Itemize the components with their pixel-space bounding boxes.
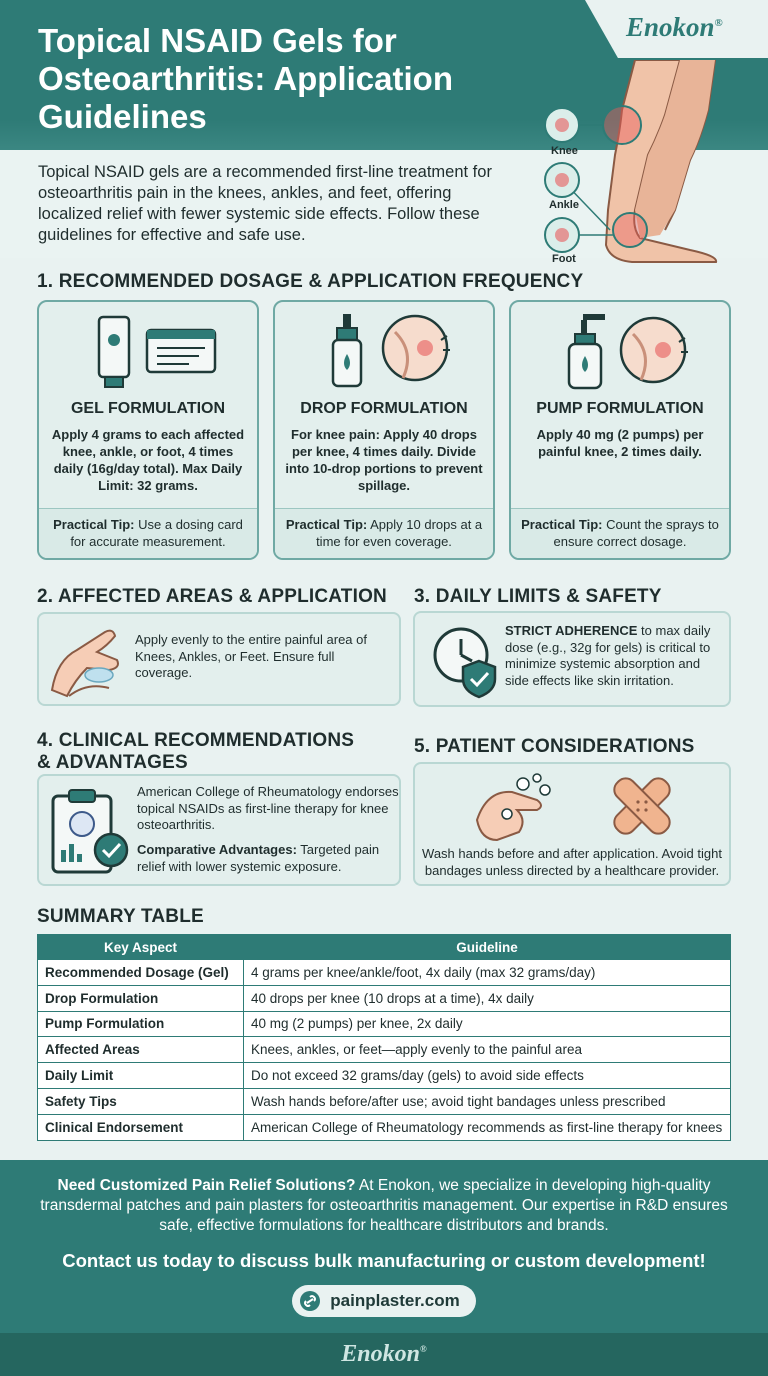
table-header-row	[38, 935, 731, 960]
section2-panel	[37, 612, 401, 706]
page-title: Topical NSAID Gels for Osteoarthritis: Application Guidelines	[38, 22, 453, 135]
table-row	[38, 1114, 731, 1140]
label-ankle: Ankle	[549, 199, 579, 211]
label-knee: Knee	[551, 145, 578, 157]
summary-title: SUMMARY TABLE	[37, 906, 204, 927]
pump-bottle-icon	[511, 312, 729, 392]
table-cell-key: Drop Formulation	[38, 985, 244, 1011]
card-heading: DROP FORMULATION	[300, 400, 468, 417]
section4-advantages: Comparative Advantages: Targeted pain relief with lower systemic exposure.	[137, 842, 380, 874]
card-tip: Practical Tip: Apply 10 drops at a time for even coverage.	[275, 508, 493, 558]
table-cell-key: Recommended Dosage (Gel)	[38, 960, 244, 986]
table-cell-key: Clinical Endorsement	[38, 1114, 244, 1140]
table-row	[38, 1088, 731, 1114]
section5-title: 5. PATIENT CONSIDERATIONS	[414, 736, 695, 757]
table-cell-value: 40 drops per knee (10 drops at a time), 4x daily	[244, 985, 731, 1011]
table-cell-value: Wash hands before/after use; avoid tight bandages unless prescribed	[244, 1088, 731, 1114]
table-row	[38, 1011, 731, 1037]
contact-cta: Contact us today to discuss bulk manufacturing or custom development!	[62, 1250, 706, 1271]
card-body: Apply 4 grams to each affected knee, ankle, or foot, 4 times daily (16g/day total). Max Daily Limit: 32 grams.	[51, 427, 245, 493]
pump-card	[509, 300, 731, 560]
drop-card	[273, 300, 495, 560]
section2-title: 2. AFFECTED AREAS & APPLICATION	[37, 586, 387, 607]
intro-text: Topical NSAID gels are a recommended first-line treatment for osteoarthritis pain in the knees, ankles, and feet, offering localized relief with fewer systemic side effects. Follow these guidelines for effective and safe use.	[38, 163, 492, 244]
gel-card	[37, 300, 259, 560]
dropper-bottle-icon	[275, 312, 493, 392]
table-cell-key: Safety Tips	[38, 1088, 244, 1114]
summary-table	[37, 934, 731, 1141]
table-cell-key: Affected Areas	[38, 1037, 244, 1063]
bandage-icon	[607, 770, 677, 842]
table-cell-value: Do not exceed 32 grams/day (gels) to avoid side effects	[244, 1063, 731, 1089]
section3-panel	[413, 611, 731, 707]
table-cell-value: 4 grams per knee/ankle/foot, 4x daily (max 32 grams/day)	[244, 960, 731, 986]
footer-logo: Enokon®	[341, 1341, 427, 1367]
leg-illustration	[540, 60, 760, 270]
table-cell-value: American College of Rheumatology recommends as first-line therapy for knees	[244, 1114, 731, 1140]
table-cell-key: Pump Formulation	[38, 1011, 244, 1037]
clock-shield-icon	[425, 621, 505, 701]
hand-applying-gel-icon	[47, 620, 127, 700]
link-icon	[300, 1291, 320, 1311]
gel-tube-icon	[39, 312, 257, 392]
column-header: Key Aspect	[38, 935, 244, 960]
column-header: Guideline	[244, 935, 731, 960]
table-cell-value: Knees, ankles, or feet—apply evenly to the painful area	[244, 1037, 731, 1063]
website-link[interactable]: painplaster.com	[292, 1285, 476, 1317]
table-cell-key: Daily Limit	[38, 1063, 244, 1089]
section5-text: Wash hands before and after application. Avoid tight bandages unless directed by a healthcare provider.	[422, 846, 722, 878]
brand-logo[interactable]: Enokon®	[626, 12, 723, 42]
card-body: For knee pain: Apply 40 drops per knee, 4 times daily. Divide into 10-drop portions to prevent spillage.	[285, 427, 483, 493]
section3-text: STRICT ADHERENCE to max daily dose (e.g., 32g for gels) is critical to minimize systemic absorption and side effects like skin irritation.	[505, 623, 711, 688]
card-body: Apply 40 mg (2 pumps) per painful knee, 2 times daily.	[536, 427, 704, 459]
table-row	[38, 985, 731, 1011]
leg-icon	[540, 60, 760, 270]
card-tip: Practical Tip: Use a dosing card for accurate measurement.	[39, 508, 257, 558]
section4-panel	[37, 774, 401, 886]
hand-washing-icon	[467, 770, 559, 846]
section1-title: 1. RECOMMENDED DOSAGE & APPLICATION FREQUENCY	[37, 271, 584, 292]
card-heading: PUMP FORMULATION	[536, 400, 704, 417]
card-tip: Practical Tip: Count the sprays to ensure correct dosage.	[511, 508, 729, 558]
section5-panel	[413, 762, 731, 886]
table-row	[38, 1063, 731, 1089]
clipboard-check-icon	[49, 788, 133, 876]
table-row	[38, 1037, 731, 1063]
label-foot: Foot	[552, 253, 576, 265]
table-cell-value: 40 mg (2 pumps) per knee, 2x daily	[244, 1011, 731, 1037]
table-row	[38, 960, 731, 986]
section4-text: American College of Rheumatology endorses topical NSAIDs as first-line therapy for knee osteoarthritis.	[137, 784, 399, 832]
footer-text: Need Customized Pain Relief Solutions? At Enokon, we specialize in developing high-quality transdermal patches and pain plasters for osteoarthritis management. Our expertise in R&D ensures safe, effective formulations for healthcare distributors and brands.	[40, 1177, 728, 1234]
section3-title: 3. DAILY LIMITS & SAFETY	[414, 586, 662, 607]
card-heading: GEL FORMULATION	[70, 400, 226, 417]
section2-text: Apply evenly to the entire painful area of Knees, Ankles, or Feet. Ensure full coverage.	[135, 632, 367, 680]
section4-title: 4. CLINICAL RECOMMENDATIONS & ADVANTAGES	[37, 730, 355, 773]
